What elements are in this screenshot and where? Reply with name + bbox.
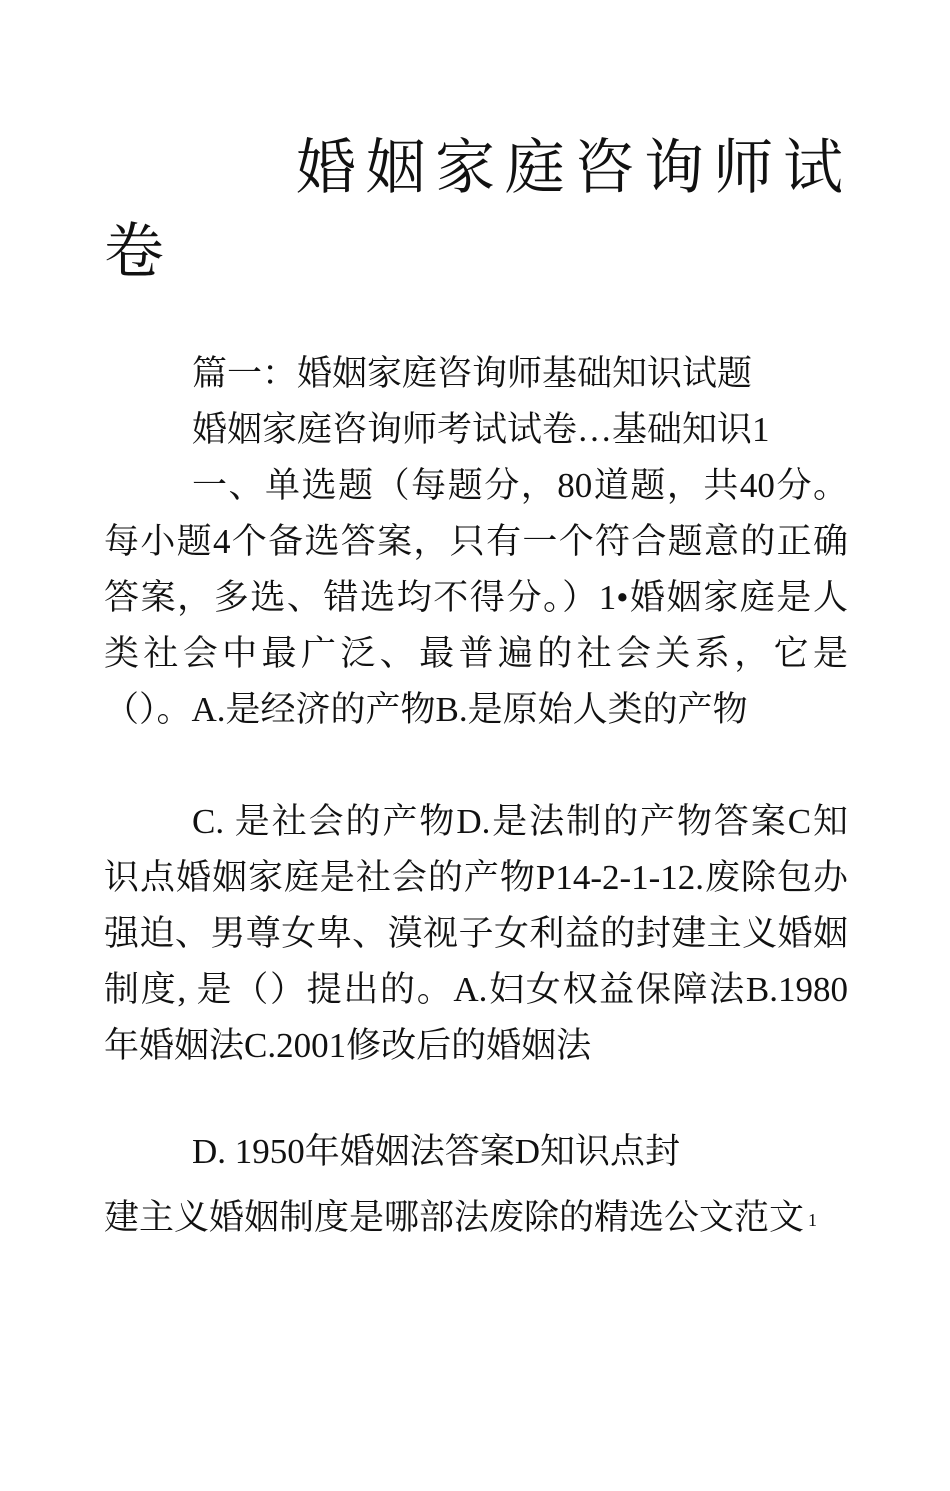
section-heading: 篇一：婚姻家庭咨询师基础知识试题 [192, 354, 753, 393]
footnote-marker: 1 [808, 1210, 818, 1230]
question-paragraph-1: 一、单选题（每题分，80道题，共40分。每小题4个备选答案，只有一个符合题意的正确答案，多选、错选均不得分。）1•婚姻家庭是人类社会中最广泛、最普遍的社会关系，它是（）。A.是经济的产物B.是原始人类的产物 [104, 466, 848, 729]
question-paragraph-3: D. 1950年婚姻法答案D知识点封 [192, 1132, 681, 1171]
exam-subtitle: 婚姻家庭咨询师考试试卷…基础知识1 [192, 410, 770, 449]
closing-text: 建主义婚姻制度是哪部法废除的精选公文范文 [104, 1198, 805, 1237]
question-paragraph-2: C. 是社会的产物D.是法制的产物答案C知识点婚姻家庭是社会的产物P14-2-1-12.废除包办强迫、男尊女卑、漠视子女利益的封建主义婚姻制度, 是（）提出的。A.妇女权益保障法B.1980年婚姻法C.2001修改后的婚姻法 [104, 802, 848, 1065]
document-title: 婚姻家庭咨询师试卷 [104, 133, 848, 287]
closing-paragraph [104, 1190, 848, 1246]
